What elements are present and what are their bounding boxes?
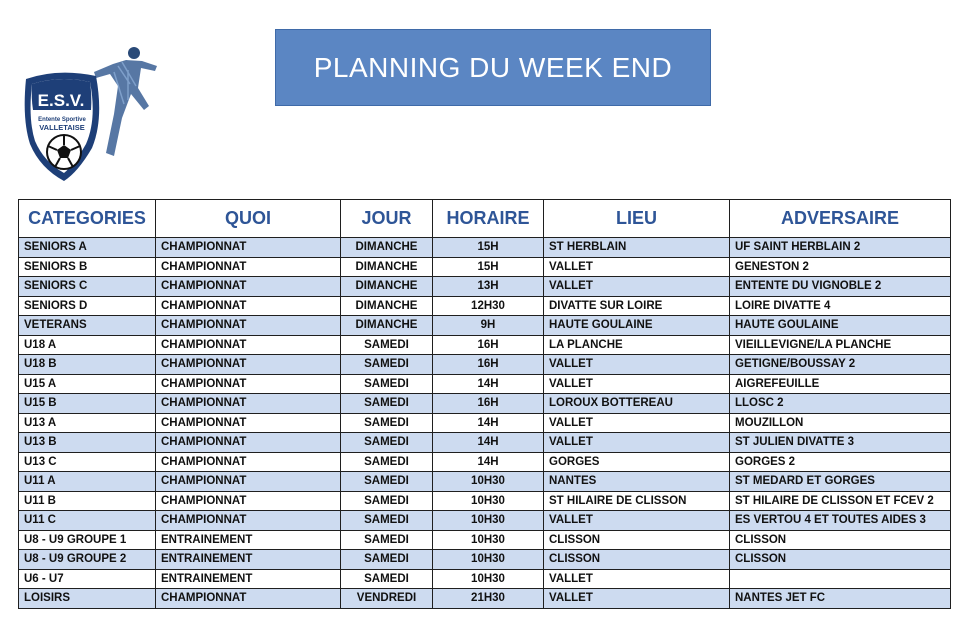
- header-horaire: HORAIRE: [433, 200, 544, 238]
- cell-type: CHAMPIONNAT: [156, 413, 341, 433]
- table-row: [19, 511, 951, 531]
- table-row: [19, 277, 951, 297]
- ball-icon: [47, 135, 81, 169]
- cell-category: U18 A: [19, 335, 156, 355]
- cell-opponent: VIEILLEVIGNE/LA PLANCHE: [730, 335, 951, 355]
- schedule-table: [18, 199, 951, 609]
- cell-opponent: MOUZILLON: [730, 413, 951, 433]
- cell-category: SENIORS D: [19, 296, 156, 316]
- cell-opponent: ENTENTE DU VIGNOBLE 2: [730, 277, 951, 297]
- cell-place: LA PLANCHE: [544, 335, 730, 355]
- cell-opponent: AIGREFEUILLE: [730, 374, 951, 394]
- cell-place: ST HILAIRE DE CLISSON: [544, 491, 730, 511]
- cell-opponent: ES VERTOU 4 ET TOUTES AIDES 3: [730, 511, 951, 531]
- club-logo: [18, 44, 168, 189]
- table-row: [19, 589, 951, 609]
- cell-opponent: ST HILAIRE DE CLISSON ET FCEV 2: [730, 491, 951, 511]
- cell-time: 10H30: [433, 530, 544, 550]
- cell-type: CHAMPIONNAT: [156, 472, 341, 492]
- cell-category: U18 B: [19, 355, 156, 375]
- table-row: [19, 491, 951, 511]
- cell-time: 10H30: [433, 550, 544, 570]
- cell-place: LOROUX BOTTEREAU: [544, 394, 730, 414]
- table-row: [19, 452, 951, 472]
- cell-category: SENIORS A: [19, 238, 156, 258]
- cell-place: HAUTE GOULAINE: [544, 316, 730, 336]
- cell-category: U11 C: [19, 511, 156, 531]
- cell-day: SAMEDI: [341, 530, 433, 550]
- header-quoi: QUOI: [156, 200, 341, 238]
- cell-day: DIMANCHE: [341, 316, 433, 336]
- cell-opponent: GENESTON 2: [730, 257, 951, 277]
- logo-line2: VALLETAISE: [39, 123, 85, 132]
- cell-category: U6 - U7: [19, 569, 156, 589]
- cell-time: 12H30: [433, 296, 544, 316]
- cell-type: CHAMPIONNAT: [156, 277, 341, 297]
- cell-category: U15 B: [19, 394, 156, 414]
- cell-time: 14H: [433, 433, 544, 453]
- table-row: [19, 530, 951, 550]
- cell-type: CHAMPIONNAT: [156, 589, 341, 609]
- cell-time: 13H: [433, 277, 544, 297]
- cell-category: U8 - U9 GROUPE 2: [19, 550, 156, 570]
- cell-place: CLISSON: [544, 530, 730, 550]
- cell-time: 14H: [433, 374, 544, 394]
- cell-day: SAMEDI: [341, 511, 433, 531]
- cell-day: SAMEDI: [341, 433, 433, 453]
- cell-type: CHAMPIONNAT: [156, 296, 341, 316]
- table-row: [19, 296, 951, 316]
- table-row: [19, 238, 951, 258]
- cell-type: CHAMPIONNAT: [156, 394, 341, 414]
- page-title: PLANNING DU WEEK END: [275, 29, 711, 106]
- cell-opponent: HAUTE GOULAINE: [730, 316, 951, 336]
- cell-category: SENIORS C: [19, 277, 156, 297]
- cell-category: U8 - U9 GROUPE 1: [19, 530, 156, 550]
- cell-day: DIMANCHE: [341, 238, 433, 258]
- cell-opponent: NANTES JET FC: [730, 589, 951, 609]
- cell-day: SAMEDI: [341, 569, 433, 589]
- table-row: [19, 257, 951, 277]
- table-row: [19, 433, 951, 453]
- player-silhouette-icon: [94, 47, 157, 156]
- table-row: [19, 472, 951, 492]
- cell-place: CLISSON: [544, 550, 730, 570]
- cell-opponent: ST JULIEN DIVATTE 3: [730, 433, 951, 453]
- cell-category: LOISIRS: [19, 589, 156, 609]
- cell-type: CHAMPIONNAT: [156, 511, 341, 531]
- cell-place: VALLET: [544, 257, 730, 277]
- cell-type: CHAMPIONNAT: [156, 452, 341, 472]
- cell-opponent: LLOSC 2: [730, 394, 951, 414]
- cell-day: VENDREDI: [341, 589, 433, 609]
- cell-opponent: CLISSON: [730, 550, 951, 570]
- cell-day: DIMANCHE: [341, 296, 433, 316]
- cell-type: CHAMPIONNAT: [156, 238, 341, 258]
- cell-time: 10H30: [433, 569, 544, 589]
- cell-type: CHAMPIONNAT: [156, 257, 341, 277]
- cell-type: CHAMPIONNAT: [156, 374, 341, 394]
- cell-place: VALLET: [544, 413, 730, 433]
- cell-type: ENTRAINEMENT: [156, 530, 341, 550]
- cell-place: VALLET: [544, 277, 730, 297]
- cell-time: 10H30: [433, 472, 544, 492]
- cell-day: SAMEDI: [341, 472, 433, 492]
- cell-opponent: CLISSON: [730, 530, 951, 550]
- cell-time: 15H: [433, 257, 544, 277]
- table-row: [19, 413, 951, 433]
- cell-place: NANTES: [544, 472, 730, 492]
- logo-initials: E.S.V.: [37, 91, 85, 110]
- cell-day: DIMANCHE: [341, 277, 433, 297]
- cell-day: SAMEDI: [341, 550, 433, 570]
- cell-category: U11 A: [19, 472, 156, 492]
- cell-day: SAMEDI: [341, 452, 433, 472]
- cell-category: VETERANS: [19, 316, 156, 336]
- cell-time: 16H: [433, 394, 544, 414]
- header-jour: JOUR: [341, 200, 433, 238]
- cell-type: ENTRAINEMENT: [156, 569, 341, 589]
- cell-type: CHAMPIONNAT: [156, 433, 341, 453]
- table-row: [19, 550, 951, 570]
- cell-day: SAMEDI: [341, 355, 433, 375]
- header-adversaire: ADVERSAIRE: [730, 200, 951, 238]
- cell-opponent: LOIRE DIVATTE 4: [730, 296, 951, 316]
- cell-category: U15 A: [19, 374, 156, 394]
- cell-time: 10H30: [433, 511, 544, 531]
- table-row: [19, 569, 951, 589]
- cell-time: 21H30: [433, 589, 544, 609]
- cell-time: 16H: [433, 335, 544, 355]
- cell-time: 16H: [433, 355, 544, 375]
- cell-day: SAMEDI: [341, 394, 433, 414]
- table-row: [19, 335, 951, 355]
- cell-place: VALLET: [544, 355, 730, 375]
- table-row: [19, 374, 951, 394]
- table-row: [19, 355, 951, 375]
- cell-day: SAMEDI: [341, 413, 433, 433]
- cell-place: VALLET: [544, 589, 730, 609]
- cell-time: 10H30: [433, 491, 544, 511]
- cell-place: VALLET: [544, 374, 730, 394]
- cell-opponent: [730, 569, 951, 589]
- cell-category: U11 B: [19, 491, 156, 511]
- logo-line1: Entente Sportive: [38, 117, 86, 123]
- cell-day: SAMEDI: [341, 335, 433, 355]
- cell-time: 14H: [433, 413, 544, 433]
- table-row: [19, 394, 951, 414]
- cell-category: U13 B: [19, 433, 156, 453]
- cell-type: CHAMPIONNAT: [156, 316, 341, 336]
- table-header-row: [19, 200, 951, 238]
- cell-day: SAMEDI: [341, 491, 433, 511]
- cell-place: GORGES: [544, 452, 730, 472]
- cell-type: ENTRAINEMENT: [156, 550, 341, 570]
- cell-type: CHAMPIONNAT: [156, 355, 341, 375]
- cell-day: SAMEDI: [341, 374, 433, 394]
- cell-place: VALLET: [544, 433, 730, 453]
- cell-time: 9H: [433, 316, 544, 336]
- cell-place: VALLET: [544, 511, 730, 531]
- cell-place: DIVATTE SUR LOIRE: [544, 296, 730, 316]
- cell-opponent: ST MEDARD ET GORGES: [730, 472, 951, 492]
- cell-time: 14H: [433, 452, 544, 472]
- cell-place: ST HERBLAIN: [544, 238, 730, 258]
- header-categories: CATEGORIES: [19, 200, 156, 238]
- cell-day: DIMANCHE: [341, 257, 433, 277]
- header-lieu: LIEU: [544, 200, 730, 238]
- table-row: [19, 316, 951, 336]
- cell-category: U13 A: [19, 413, 156, 433]
- cell-time: 15H: [433, 238, 544, 258]
- cell-category: U13 C: [19, 452, 156, 472]
- cell-type: CHAMPIONNAT: [156, 491, 341, 511]
- cell-opponent: UF SAINT HERBLAIN 2: [730, 238, 951, 258]
- cell-opponent: GORGES 2: [730, 452, 951, 472]
- cell-opponent: GETIGNE/BOUSSAY 2: [730, 355, 951, 375]
- cell-place: VALLET: [544, 569, 730, 589]
- cell-type: CHAMPIONNAT: [156, 335, 341, 355]
- cell-category: SENIORS B: [19, 257, 156, 277]
